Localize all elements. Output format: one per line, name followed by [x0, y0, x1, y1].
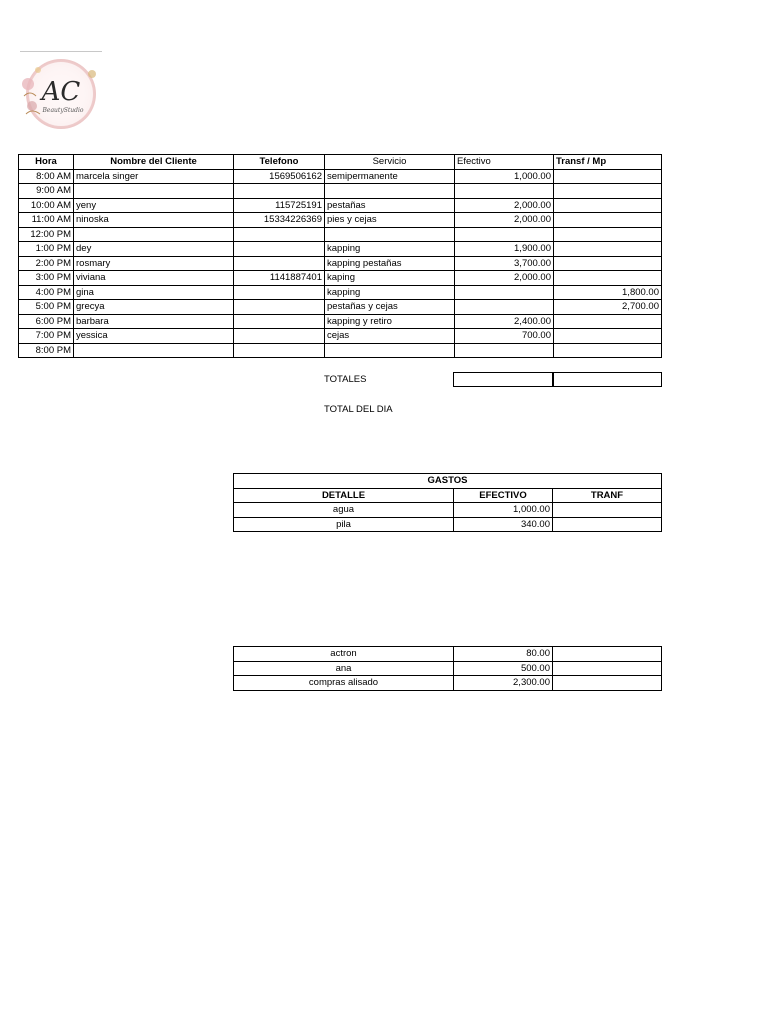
- cliente-cell: yessica: [74, 329, 234, 344]
- servicio-cell: kapping: [325, 242, 455, 257]
- header-hora: Hora: [19, 155, 74, 170]
- cliente-cell: grecya: [74, 300, 234, 315]
- telefono-cell: [234, 242, 325, 257]
- cliente-cell: [74, 227, 234, 242]
- gastos-title: GASTOS: [234, 474, 662, 489]
- servicio-cell: pies y cejas: [325, 213, 455, 228]
- telefono-cell: 1569506162: [234, 169, 325, 184]
- efectivo-cell: [455, 184, 554, 199]
- header-telefono: Telefono: [234, 155, 325, 170]
- hora-cell: 7:00 PM: [19, 329, 74, 344]
- transf-cell: [554, 227, 662, 242]
- cliente-cell: [74, 343, 234, 358]
- transf-cell: [554, 256, 662, 271]
- cliente-cell: [74, 184, 234, 199]
- cliente-cell: dey: [74, 242, 234, 257]
- cliente-cell: marcela singer: [74, 169, 234, 184]
- efectivo-cell: 2,000.00: [455, 198, 554, 213]
- tranf-cell: [553, 676, 662, 691]
- transf-cell: 1,800.00: [554, 285, 662, 300]
- hora-cell: 8:00 PM: [19, 343, 74, 358]
- logo-monogram: AC: [41, 77, 81, 107]
- hora-cell: 11:00 AM: [19, 213, 74, 228]
- hora-cell: 6:00 PM: [19, 314, 74, 329]
- hora-cell: 5:00 PM: [19, 300, 74, 315]
- servicio-cell: kapping: [325, 285, 455, 300]
- hora-cell: 10:00 AM: [19, 198, 74, 213]
- appointment-row: [19, 256, 662, 271]
- servicio-cell: pestañas: [325, 198, 455, 213]
- efectivo-cell: 1,900.00: [455, 242, 554, 257]
- efectivo-cell: 3,700.00: [455, 256, 554, 271]
- appointment-row: [19, 169, 662, 184]
- telefono-cell: 115725191: [234, 198, 325, 213]
- servicio-cell: pestañas y cejas: [325, 300, 455, 315]
- efectivo-cell: 80.00: [454, 647, 553, 662]
- detalle-cell: actron: [234, 647, 454, 662]
- servicio-cell: kapping pestañas: [325, 256, 455, 271]
- transf-cell: [554, 169, 662, 184]
- servicio-cell: [325, 184, 455, 199]
- gasto-row: [234, 647, 662, 662]
- gasto-row: [234, 676, 662, 691]
- hora-cell: 12:00 PM: [19, 227, 74, 242]
- logo-script: BeautyStudio: [42, 107, 84, 114]
- totales-transf-cell: [552, 372, 662, 387]
- gastos-extra-table: [233, 646, 662, 691]
- efectivo-cell: 500.00: [454, 661, 553, 676]
- appointment-row: [19, 314, 662, 329]
- appointment-row: [19, 213, 662, 228]
- appointments-header-row: [19, 155, 662, 170]
- brand-logo: [18, 56, 104, 132]
- cliente-cell: rosmary: [74, 256, 234, 271]
- telefono-cell: 1141887401: [234, 271, 325, 286]
- efectivo-cell: 2,000.00: [455, 213, 554, 228]
- hora-cell: 9:00 AM: [19, 184, 74, 199]
- efectivo-cell: 2,000.00: [455, 271, 554, 286]
- telefono-cell: [234, 314, 325, 329]
- transf-cell: [554, 314, 662, 329]
- tranf-cell: [553, 503, 662, 518]
- telefono-cell: [234, 227, 325, 242]
- gastos-header-efectivo: EFECTIVO: [454, 488, 553, 503]
- efectivo-cell: [455, 300, 554, 315]
- appointment-row: [19, 343, 662, 358]
- appointment-row: [19, 227, 662, 242]
- servicio-cell: [325, 227, 455, 242]
- transf-cell: 2,700.00: [554, 300, 662, 315]
- detalle-cell: compras alisado: [234, 676, 454, 691]
- transf-cell: [554, 329, 662, 344]
- appointment-row: [19, 329, 662, 344]
- transf-cell: [554, 271, 662, 286]
- efectivo-cell: 340.00: [454, 517, 553, 532]
- servicio-cell: kaping: [325, 271, 455, 286]
- servicio-cell: kapping y retiro: [325, 314, 455, 329]
- efectivo-cell: 1,000.00: [454, 503, 553, 518]
- efectivo-cell: 2,300.00: [454, 676, 553, 691]
- cliente-cell: yeny: [74, 198, 234, 213]
- appointment-row: [19, 300, 662, 315]
- hora-cell: 8:00 AM: [19, 169, 74, 184]
- telefono-cell: [234, 343, 325, 358]
- efectivo-cell: [455, 227, 554, 242]
- appointment-row: [19, 285, 662, 300]
- hora-cell: 1:00 PM: [19, 242, 74, 257]
- hora-cell: 2:00 PM: [19, 256, 74, 271]
- cliente-cell: barbara: [74, 314, 234, 329]
- gasto-row: [234, 517, 662, 532]
- servicio-cell: [325, 343, 455, 358]
- servicio-cell: cejas: [325, 329, 455, 344]
- detalle-cell: agua: [234, 503, 454, 518]
- telefono-cell: [234, 329, 325, 344]
- servicio-cell: semipermanente: [325, 169, 455, 184]
- total-del-dia-label: TOTAL DEL DIA: [324, 404, 393, 415]
- gastos-table: [233, 473, 662, 532]
- appointment-row: [19, 242, 662, 257]
- gastos-header-detalle: DETALLE: [234, 488, 454, 503]
- header-rule: [20, 51, 102, 52]
- totales-label: TOTALES: [324, 374, 367, 385]
- telefono-cell: [234, 256, 325, 271]
- transf-cell: [554, 343, 662, 358]
- gastos-header-row: [234, 488, 662, 503]
- appointment-row: [19, 198, 662, 213]
- cliente-cell: gina: [74, 285, 234, 300]
- efectivo-cell: 1,000.00: [455, 169, 554, 184]
- transf-cell: [554, 242, 662, 257]
- efectivo-cell: 2,400.00: [455, 314, 554, 329]
- efectivo-cell: [455, 343, 554, 358]
- telefono-cell: [234, 184, 325, 199]
- appointment-row: [19, 184, 662, 199]
- header-efectivo: Efectivo: [455, 155, 554, 170]
- transf-cell: [554, 184, 662, 199]
- totales-efectivo-cell: [453, 372, 554, 387]
- detalle-cell: ana: [234, 661, 454, 676]
- telefono-cell: [234, 300, 325, 315]
- header-transf: Transf / Mp: [554, 155, 662, 170]
- telefono-cell: 15334226369: [234, 213, 325, 228]
- hora-cell: 4:00 PM: [19, 285, 74, 300]
- appointment-row: [19, 271, 662, 286]
- cliente-cell: viviana: [74, 271, 234, 286]
- transf-cell: [554, 213, 662, 228]
- gastos-header-tranf: TRANF: [553, 488, 662, 503]
- tranf-cell: [553, 517, 662, 532]
- transf-cell: [554, 198, 662, 213]
- hora-cell: 3:00 PM: [19, 271, 74, 286]
- telefono-cell: [234, 285, 325, 300]
- tranf-cell: [553, 661, 662, 676]
- appointments-table: [18, 154, 662, 358]
- efectivo-cell: [455, 285, 554, 300]
- gasto-row: [234, 661, 662, 676]
- header-nombre: Nombre del Cliente: [74, 155, 234, 170]
- tranf-cell: [553, 647, 662, 662]
- cliente-cell: ninoska: [74, 213, 234, 228]
- gasto-row: [234, 503, 662, 518]
- header-servicio: Servicio: [325, 155, 455, 170]
- efectivo-cell: 700.00: [455, 329, 554, 344]
- detalle-cell: pila: [234, 517, 454, 532]
